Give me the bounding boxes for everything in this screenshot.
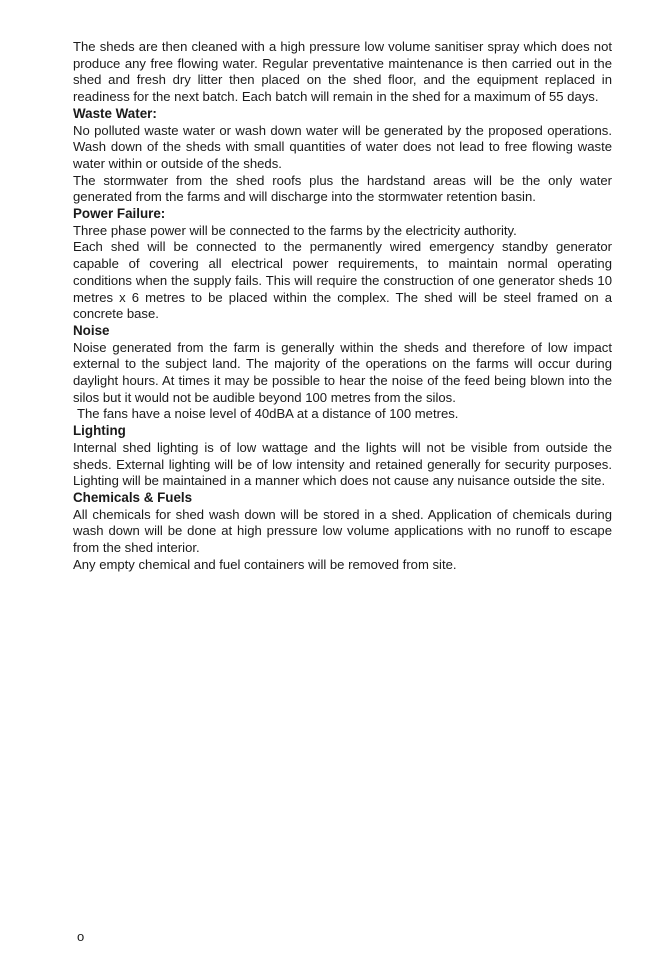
document-page bbox=[73, 39, 612, 574]
chemicals-paragraph-2: Any empty chemical and fuel containers will be removed from site. bbox=[73, 556, 457, 572]
power-failure-paragraph-2: Each shed will be connected to the permanently wired emergency standby generator capable of covering all electrical power requirements, to maintain normal operating conditions when the supply fails. This will require the construction of one generator sheds 10 metres x 6 metres to be placed within the complex. The shed will be steel framed on a concrete base. bbox=[73, 239, 612, 322]
waste-water-heading: Waste Water: bbox=[73, 105, 157, 121]
lighting-heading: Lighting bbox=[73, 423, 126, 439]
waste-water-paragraph-2: The stormwater from the shed roofs plus the hardstand areas will be the only water generated from the farms and will discharge into the stormwater retention basin. bbox=[73, 172, 612, 205]
lighting-paragraph: Internal shed lighting is of low wattage and the lights will not be visible from outside the sheds. External lighting will be of low intensity and retained generally for security purposes. Lighting will be maintained in a manner which does not cause any nuisance outside the site. bbox=[73, 439, 612, 489]
noise-paragraph-1: Noise generated from the farm is generally within the sheds and therefore of low impact external to the subject land. The majority of the operations on the farms will occur during daylight hours. At times it may be possible to hear the noise of the feed being blown into the silos but it would not be audible beyond 100 metres from the silos. bbox=[73, 339, 612, 405]
noise-heading: Noise bbox=[73, 322, 110, 338]
page-number: o bbox=[77, 929, 85, 944]
chemicals-paragraph-1: All chemicals for shed wash down will be stored in a shed. Application of chemicals during wash down will be done at high pressure low volume applications with no runoff to escape from the shed interior. bbox=[73, 506, 612, 556]
chemicals-fuels-heading: Chemicals & Fuels bbox=[73, 489, 193, 505]
intro-paragraph: The sheds are then cleaned with a high pressure low volume sanitiser spray which does not produce any free flowing water. Regular preventative maintenance is then carried out in the shed and fresh dry litter then placed on the shed floor, and the equipment replaced in readiness for the next batch. Each batch will remain in the shed for a maximum of 55 days. bbox=[73, 39, 612, 105]
noise-paragraph-2: The fans have a noise level of 40dBA at a distance of 100 metres. bbox=[77, 406, 459, 422]
power-failure-heading: Power Failure: bbox=[73, 206, 166, 222]
waste-water-paragraph-1: No polluted waste water or wash down water will be generated by the proposed operations. Wash down of the sheds with small quantities of water does not lead to free flowing waste water within or outside of the sheds. bbox=[73, 122, 612, 171]
power-failure-paragraph-1: Three phase power will be connected to the farms by the electricity authority. bbox=[73, 222, 517, 238]
